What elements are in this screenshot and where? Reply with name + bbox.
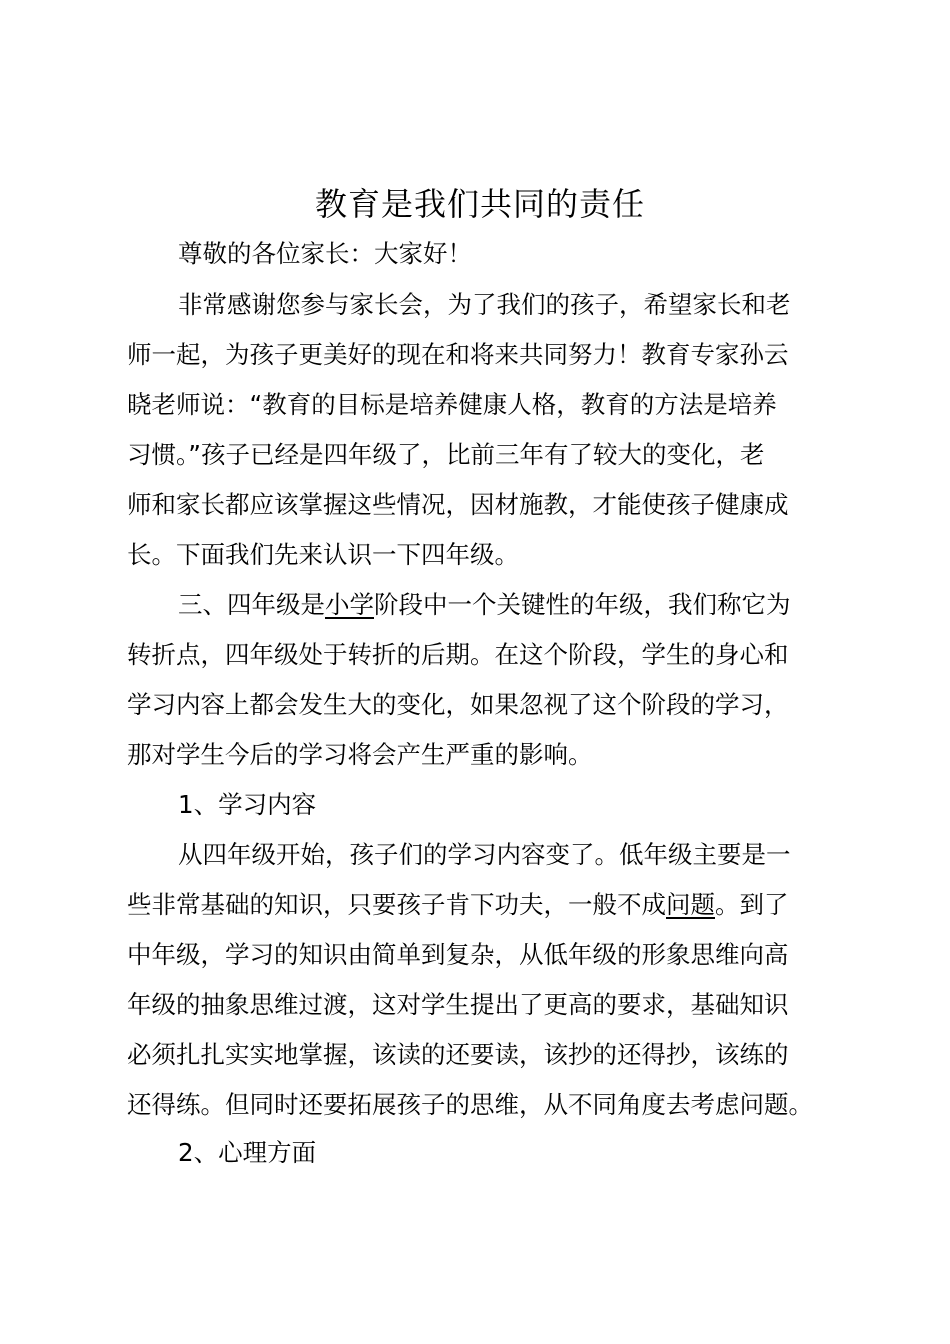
- paragraph-line: 那对学生今后的学习将会产生严重的影响。: [127, 740, 593, 769]
- paragraph-line: 转折点，四年级处于转折的后期。在这个阶段，学生的身心和: [127, 640, 789, 669]
- underlined-link[interactable]: 问题: [666, 890, 715, 919]
- text-run: 三、四年级是: [178, 590, 325, 619]
- paragraph-line: 必须扎扎实实地掌握，该读的还要读，该抄的还得抄，该练的: [127, 1040, 789, 1069]
- paragraph-line: 学习内容上都会发生大的变化，如果忽视了这个阶段的学习，: [127, 690, 789, 719]
- paragraph-line: 师和家长都应该掌握这些情况，因材施教，才能使孩子健康成: [127, 490, 789, 519]
- paragraph-line: [178, 585, 791, 625]
- section-heading: 1、学习内容: [178, 790, 317, 819]
- paragraph-line: 还得练。但同时还要拓展孩子的思维，从不同角度去考虑问题。: [127, 1090, 813, 1119]
- document-title: 教育是我们共同的责任: [314, 185, 645, 223]
- paragraph-line: 习惯。”孩子已经是四年级了，比前三年有了较大的变化，老: [127, 440, 765, 469]
- paragraph-line: 从四年级开始，孩子们的学习内容变了。低年级主要是一: [178, 840, 791, 869]
- paragraph-line: 年级的抽象思维过渡，这对学生提出了更高的要求，基础知识: [127, 990, 789, 1019]
- underlined-link[interactable]: 小学: [325, 590, 374, 619]
- paragraph-line: [127, 885, 789, 925]
- text-run: 阶段中一个关键性的年级，我们称它为: [374, 590, 791, 619]
- section-heading: 2、心理方面: [178, 1138, 317, 1167]
- greeting-line: 尊敬的各位家长：大家好！: [178, 239, 472, 268]
- paragraph-line: 晓老师说：“教育的目标是培养健康人格，教育的方法是培养: [127, 390, 777, 419]
- text-run: 。到了: [715, 890, 789, 919]
- paragraph-line: 非常感谢您参与家长会，为了我们的孩子，希望家长和老: [178, 290, 791, 319]
- text-run: 些非常基础的知识，只要孩子肯下功夫，一般不成: [127, 890, 666, 919]
- paragraph-line: 师一起，为孩子更美好的现在和将来共同努力！教育专家孙云: [127, 340, 789, 369]
- paragraph-line: 长。下面我们先来认识一下四年级。: [127, 540, 519, 569]
- paragraph-line: 中年级，学习的知识由简单到复杂，从低年级的形象思维向高: [127, 940, 789, 969]
